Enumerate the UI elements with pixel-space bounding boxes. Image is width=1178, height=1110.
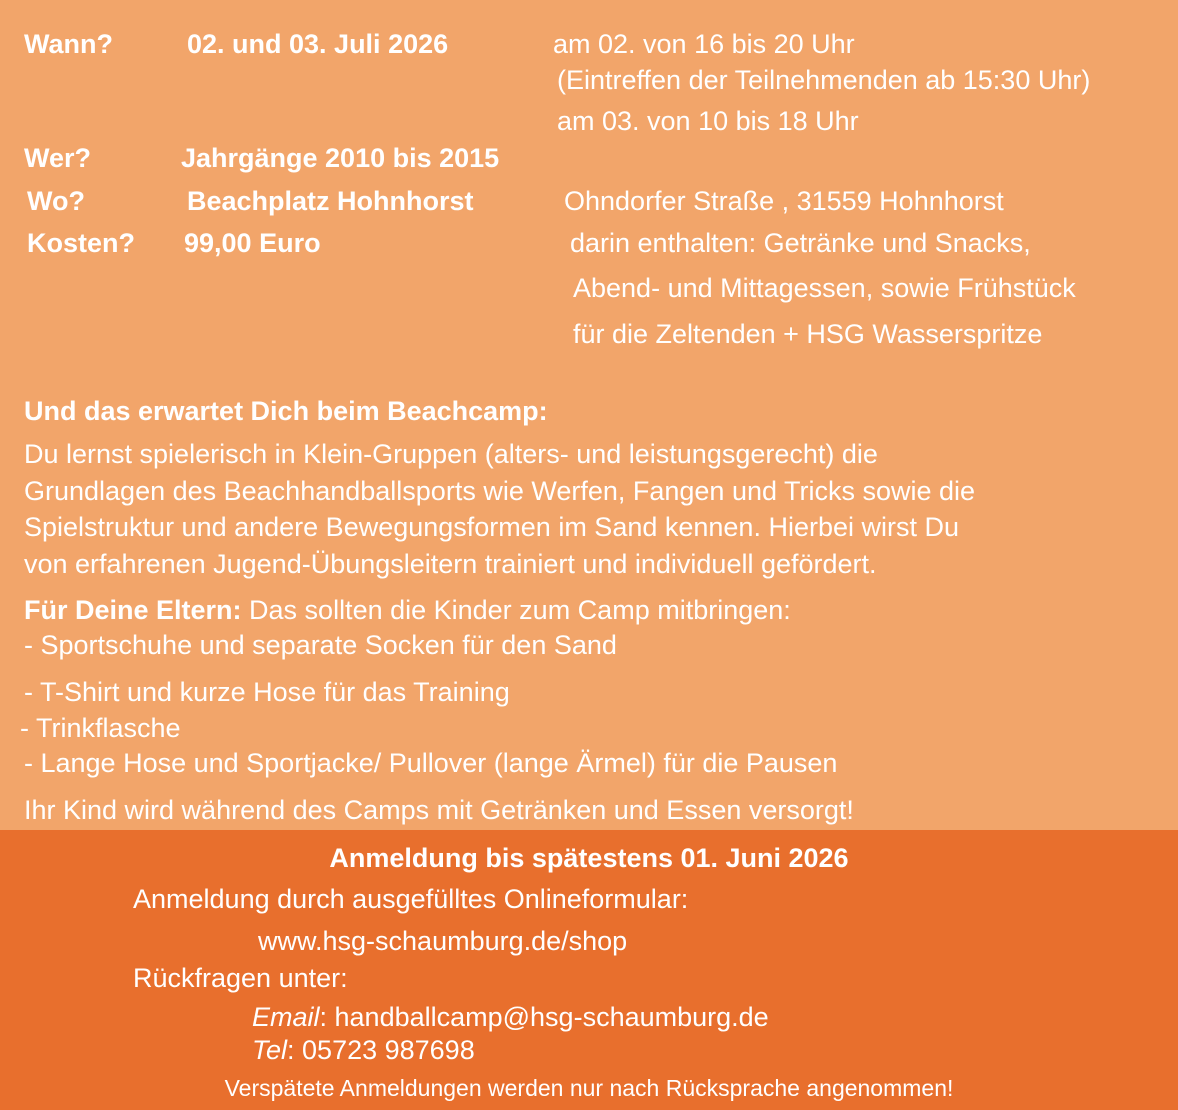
camp-line-3: Spielstruktur und andere Bewegungsformen im Sand kennen. Hierbei wirst Du [24,512,959,542]
registration-url: www.hsg-schaumburg.de/shop [258,926,628,956]
kosten-detail-1: darin enthalten: Getränke und Snacks, [570,228,1031,258]
parents-item-3: - Trinkflasche [20,713,181,743]
wann-detail-3: am 03. von 10 bis 18 Uhr [557,106,859,136]
camp-line-1: Du lernst spielerisch in Klein-Gruppen (alters- und leistungsgerecht) die [24,439,878,469]
parents-note: Ihr Kind wird während des Camps mit Getränken und Essen versorgt! [24,795,854,825]
wann-label: Wann? [24,29,113,59]
kosten-label: Kosten? [27,228,135,258]
kosten-detail-3: für die Zeltenden + HSG Wasserspritze [573,319,1043,349]
registration-email-line [252,1001,769,1033]
camp-line-4: von erfahrenen Jugend-Übungsleitern trainiert und individuell gefördert. [24,549,877,579]
registration-late-note: Verspätete Anmeldungen werden nur nach Rücksprache angenommen! [224,1075,954,1101]
wann-detail-1: am 02. von 16 bis 20 Uhr [553,29,855,59]
tel-label: Tel [252,1035,288,1065]
camp-heading: Und das erwartet Dich beim Beachcamp: [24,396,548,426]
parents-label: Für Deine Eltern: [24,595,242,625]
wo-detail: Ohndorfer Straße , 31559 Hohnhorst [564,186,1004,216]
kosten-value: 99,00 Euro [184,228,321,258]
wer-label: Wer? [24,143,92,173]
kosten-detail-2: Abend- und Mittagessen, sowie Frühstück [573,273,1076,303]
wann-detail-2: (Eintreffen der Teilnehmenden ab 15:30 Uhr) [557,65,1091,95]
email-address: : handballcamp@hsg-schaumburg.de [319,1002,769,1032]
parents-item-4: - Lange Hose und Sportjacke/ Pullover (lange Ärmel) für die Pausen [24,748,838,778]
registration-questions: Rückfragen unter: [133,963,348,993]
camp-line-2: Grundlagen des Beachhandballsports wie Werfen, Fangen und Tricks sowie die [24,476,976,506]
parents-intro-line [24,594,791,626]
parents-intro: Das sollten die Kinder zum Camp mitbringen: [241,595,791,625]
registration-tel-line [252,1034,475,1066]
email-label: Email [252,1002,320,1032]
wer-value: Jahrgänge 2010 bis 2015 [181,143,500,173]
tel-number: : 05723 987698 [287,1035,475,1065]
wo-label: Wo? [27,186,85,216]
parents-item-2: - T-Shirt und kurze Hose für das Training [24,677,510,707]
registration-method: Anmeldung durch ausgefülltes Onlineformular: [133,884,689,914]
wann-value: 02. und 03. Juli 2026 [187,29,449,59]
registration-deadline: Anmeldung bis spätestens 01. Juni 2026 [329,843,849,873]
parents-item-1: - Sportschuhe und separate Socken für den Sand [24,630,617,660]
wo-value: Beachplatz Hohnhorst [187,186,474,216]
